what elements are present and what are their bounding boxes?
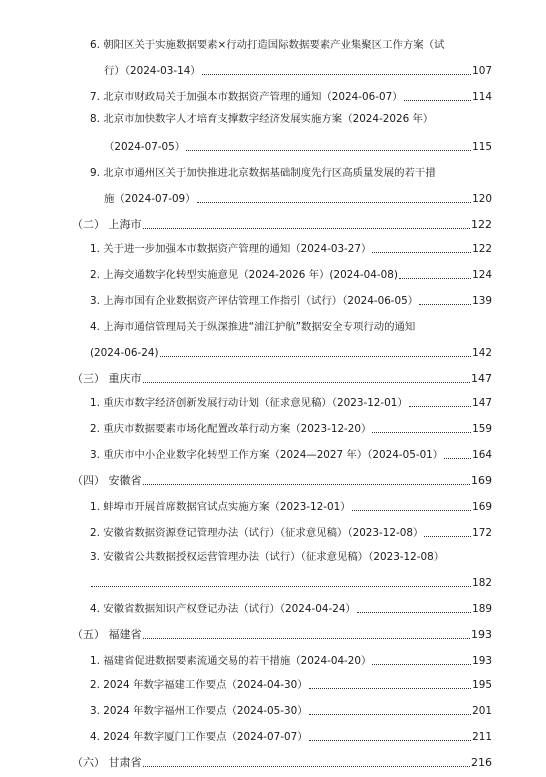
dot-leader [143,228,471,229]
entry-title: 7. 北京市财政局关于加强本市数据资产管理的通知（2024-06-07） [90,91,403,103]
dot-leader [309,688,472,689]
toc-section-heading[interactable] [72,208,492,232]
dot-leader [352,510,472,511]
entry-title: 8. 北京市加快数字人才培育支撑数字经济发展实施方案（2024-2026 年） [90,113,434,125]
toc-entry[interactable] [90,232,492,256]
entry-title: 2. 2024 年数字福建工作要点（2024-04-30） [90,679,308,691]
entry-title: 2. 重庆市数据要素市场化配置改革行动方案（2023-12-20） [90,423,372,435]
toc-entry[interactable] [104,130,492,154]
dot-leader [404,100,472,101]
dot-leader [409,406,471,407]
page-number: 211 [472,731,492,743]
page-number: 122 [472,243,492,255]
toc-section-heading[interactable] [72,746,492,770]
page-number: 147 [472,397,492,409]
toc-entry[interactable] [104,54,492,78]
toc-entry[interactable] [90,592,492,616]
page-number: 193 [472,655,492,667]
dot-leader [357,612,471,613]
page-number: 147 [471,372,492,385]
dot-leader [372,252,471,253]
toc-entry[interactable] [90,438,492,462]
dot-leader [143,638,471,639]
page-number: 122 [471,218,492,231]
entry-title: 1. 蚌埠市开展首席数据官试点实施方案（2023-12-01） [90,501,351,513]
entry-title: 3. 上海市国有企业数据资产评估管理工作指引（试行）（2024-06-05） [90,295,419,307]
entry-title: 1. 重庆市数字经济创新发展行动计划（征求意见稿）（2023-12-01） [90,397,408,409]
page-number: 124 [472,269,492,281]
dot-leader [197,202,472,203]
dot-leader [309,740,472,741]
section-title: （三） 重庆市 [72,372,142,385]
dot-leader [309,714,472,715]
page-number: 114 [472,91,492,103]
entry-title: 行）（2024-03-14） [104,65,201,77]
entry-title: 3. 安徽省公共数据授权运营管理办法（试行）（征求意见稿）（2023-12-08） [90,551,445,563]
dot-leader [160,356,472,357]
entry-title: 4. 上海市通信管理局关于纵深推进“浦江护航”数据安全专项行动的通知 [90,321,416,333]
toc-entry[interactable] [90,412,492,436]
dot-leader [419,304,471,305]
dot-leader [424,536,471,537]
toc-entry[interactable] [90,720,492,744]
dot-leader [202,74,471,75]
toc-entry[interactable] [90,490,492,514]
toc-entry[interactable] [90,284,492,308]
section-title: （二） 上海市 [72,218,142,231]
toc-entry[interactable] [90,668,492,692]
toc-entry[interactable] [90,516,492,540]
entry-title: 4. 安徽省数据知识产权登记办法（试行）（2024-04-24） [90,603,356,615]
toc-entry[interactable] [104,182,492,206]
toc-entry[interactable] [90,258,492,282]
page-number: 169 [472,501,492,513]
section-title: （五） 福建省 [72,628,142,641]
page-number: 169 [471,474,492,487]
page-number: 201 [472,705,492,717]
entry-title: 9. 北京市通州区关于加快推进北京数据基础制度先行区高质量发展的若干措 [90,167,436,179]
dot-leader [372,664,471,665]
dot-leader [399,278,471,279]
entry-title: 6. 朝阳区关于实施数据要素×行动打造国际数据要素产业集聚区工作方案（试 [90,39,445,51]
entry-title: （2024-07-05） [104,141,186,153]
page-number: 216 [471,756,492,769]
entry-title: 1. 福建省促进数据要素流通交易的若干措施（2024-04-20） [90,655,372,667]
dot-leader [143,484,471,485]
page-number: 182 [472,577,492,589]
toc-section-heading[interactable] [72,618,492,642]
page-number: 164 [472,449,492,461]
toc-entry[interactable] [90,566,492,590]
section-title: （四） 安徽省 [72,474,142,487]
dot-leader [143,766,471,767]
entry-title: 3. 重庆市中小企业数字化转型工作方案（2024—2027 年）（2024-05-01） [90,449,444,461]
entry-title: 3. 2024 年数字福州工作要点（2024-05-30） [90,705,308,717]
entry-title: 2. 上海交通数字化转型实施意见（2024-2026 年）(2024-04-08) [90,269,398,281]
page-number: 189 [472,603,492,615]
dot-leader [91,586,471,587]
page-number: 172 [472,527,492,539]
toc-section-heading[interactable] [72,464,492,488]
dot-leader [186,150,471,151]
entry-title: 施（2024-07-09） [104,193,196,205]
page-number: 195 [472,679,492,691]
dot-leader [444,458,471,459]
entry-title: 4. 2024 年数字厦门工作要点（2024-07-07） [90,731,308,743]
page-number: 193 [471,628,492,641]
toc-entry[interactable] [90,336,492,360]
entry-title: 1. 关于进一步加强本市数据资产管理的通知（2024-03-27） [90,243,372,255]
toc-entry[interactable] [90,644,492,668]
page-number: 120 [472,193,492,205]
toc-section-heading[interactable] [72,362,492,386]
entry-title: 2. 安徽省数据资源登记管理办法（试行）（征求意见稿）（2023-12-08） [90,527,424,539]
page-number: 142 [472,347,492,359]
toc-entry[interactable] [90,80,492,104]
entry-title: (2024-06-24) [90,347,159,359]
page-number: 107 [472,65,492,77]
dot-leader [372,432,471,433]
page-number: 139 [472,295,492,307]
toc-entry[interactable] [90,694,492,718]
dot-leader [143,382,471,383]
page-number: 115 [472,141,492,153]
section-title: （六） 甘肃省 [72,756,142,769]
page-number: 159 [472,423,492,435]
toc-entry[interactable] [90,386,492,410]
